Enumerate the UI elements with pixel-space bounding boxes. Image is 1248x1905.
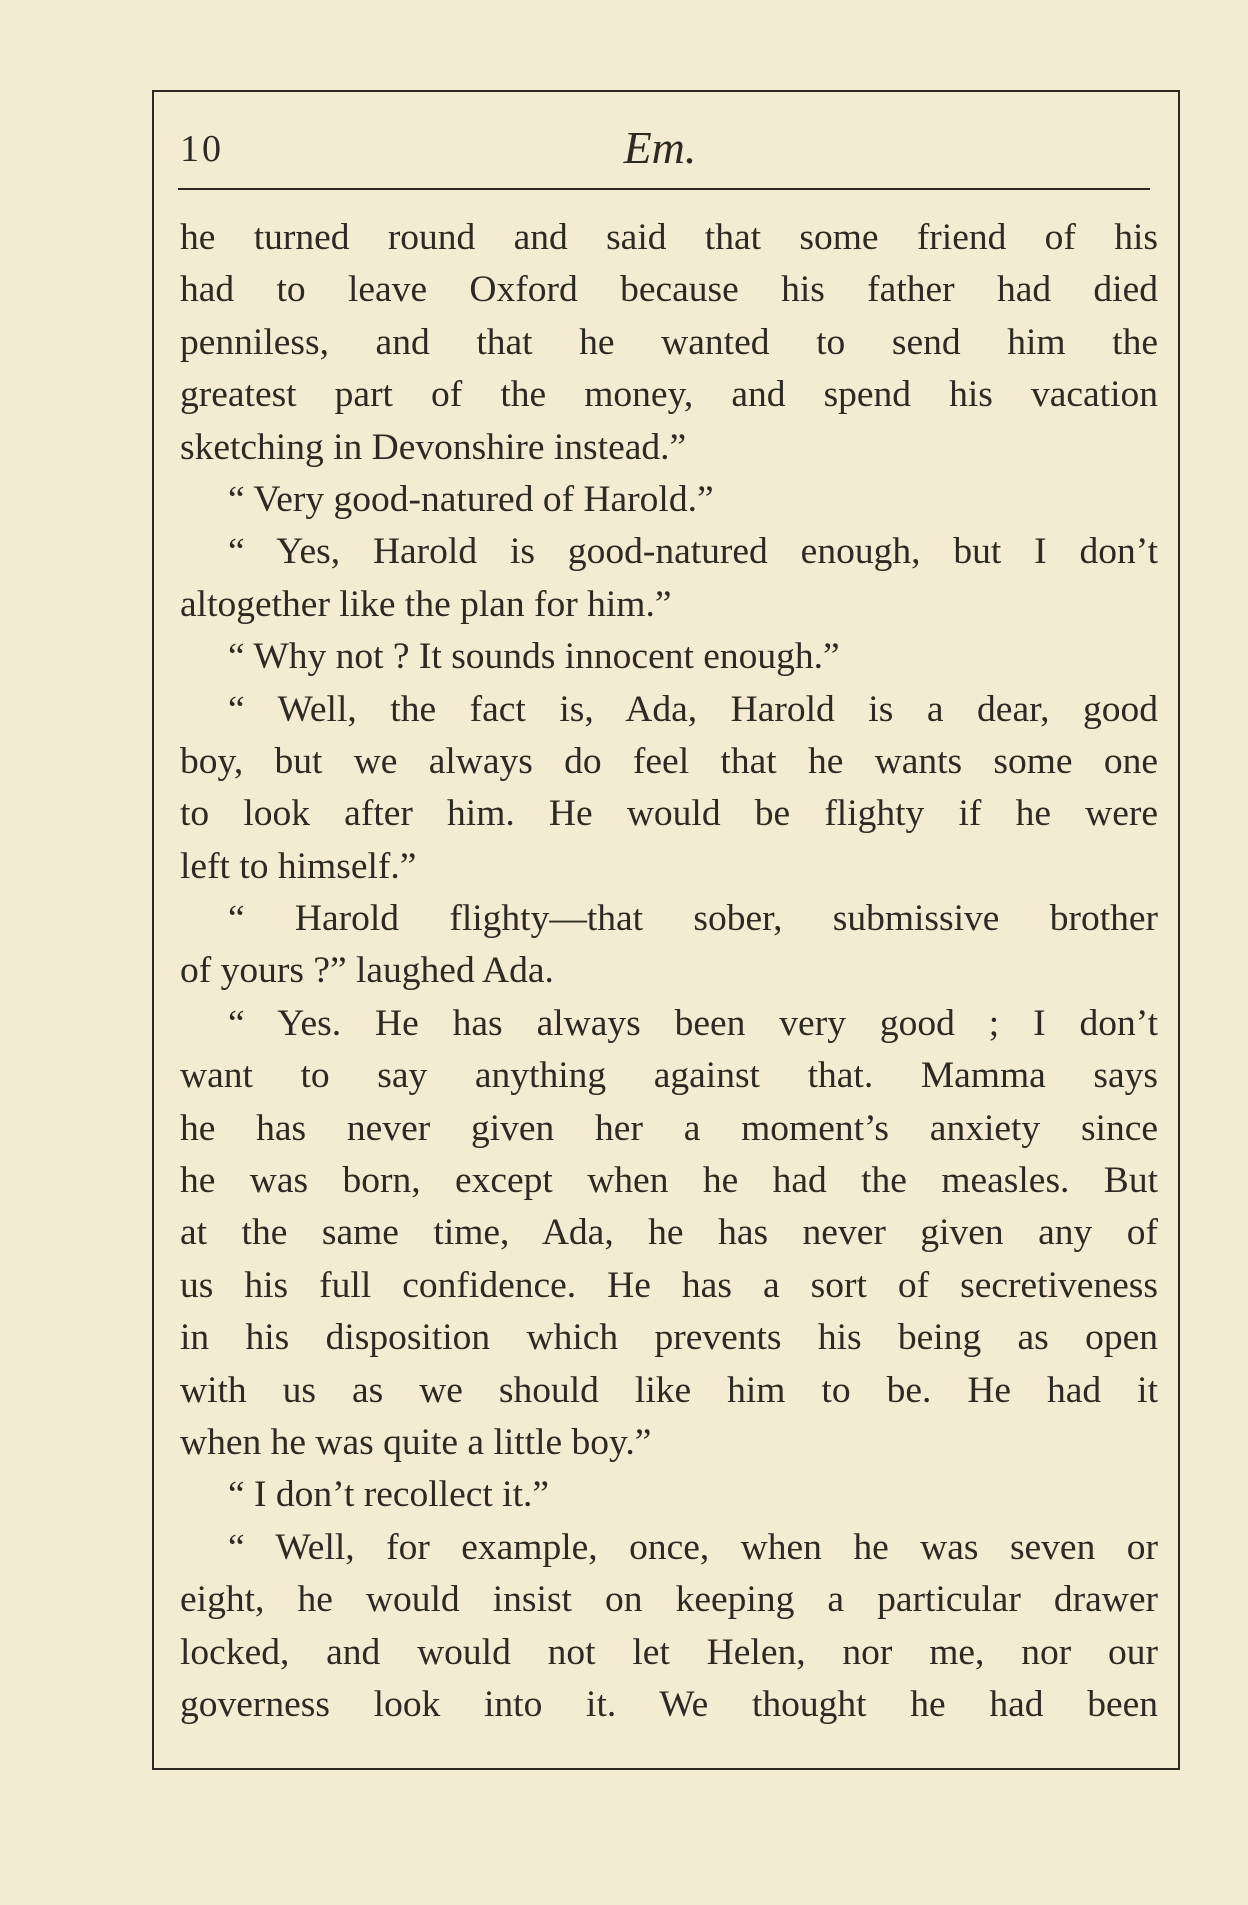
text-line: governess look into it. We thought he had been bbox=[180, 1683, 1158, 1725]
text-line: altogether like the plan for him.” bbox=[180, 583, 672, 625]
text-line: he has never given her a moment’s anxiety since bbox=[180, 1107, 1158, 1149]
text-line: had to leave Oxford because his father had died bbox=[180, 269, 1158, 311]
page-number: 10 bbox=[180, 128, 224, 170]
text-line: “ Yes, Harold is good-natured enough, but I don’t bbox=[228, 531, 1158, 573]
text-line: left to himself.” bbox=[180, 845, 417, 887]
text-line: he turned round and said that some friend of his bbox=[180, 217, 1158, 258]
text-line: boy, but we always do feel that he wants some one bbox=[180, 740, 1158, 782]
text-line: “ Harold flighty—that sober, submissive brother bbox=[228, 898, 1158, 940]
text-line: us his full confidence. He has a sort of secretiveness bbox=[180, 1264, 1158, 1306]
text-line: of yours ?” laughed Ada. bbox=[180, 950, 554, 992]
text-line: eight, he would insist on keeping a particular drawer bbox=[180, 1579, 1158, 1621]
text-line: want to say anything against that. Mamma says bbox=[180, 1055, 1158, 1097]
text-line: “ Very good-natured of Harold.” bbox=[228, 478, 714, 520]
running-title: Em. bbox=[623, 122, 697, 173]
text-line: locked, and would not let Helen, nor me, nor our bbox=[180, 1631, 1158, 1673]
text-line: with us as we should like him to be. He had it bbox=[180, 1369, 1158, 1411]
text-line: in his disposition which prevents his being as open bbox=[180, 1317, 1158, 1359]
text-line: “ Well, for example, once, when he was seven or bbox=[228, 1526, 1158, 1568]
text-line: “ Yes. He has always been very good ; I don’t bbox=[228, 1002, 1158, 1044]
text-line: penniless, and that he wanted to send him the bbox=[180, 321, 1158, 363]
text-line: to look after him. He would be flighty if he were bbox=[180, 793, 1158, 835]
text-line: “ Well, the fact is, Ada, Harold is a dear, good bbox=[228, 688, 1158, 730]
header-rule bbox=[178, 188, 1150, 190]
text-line: when he was quite a little boy.” bbox=[180, 1421, 652, 1463]
body-text bbox=[180, 212, 1158, 1731]
text-line: sketching in Devonshire instead.” bbox=[180, 426, 687, 468]
text-line: “ Why not ? It sounds innocent enough.” bbox=[228, 636, 840, 678]
text-line: he was born, except when he had the measles. But bbox=[180, 1160, 1158, 1202]
text-line: “ I don’t recollect it.” bbox=[228, 1474, 550, 1516]
text-line: at the same time, Ada, he has never given any of bbox=[180, 1212, 1158, 1254]
text-line: greatest part of the money, and spend his vacation bbox=[180, 374, 1158, 416]
page-header bbox=[180, 115, 1140, 185]
